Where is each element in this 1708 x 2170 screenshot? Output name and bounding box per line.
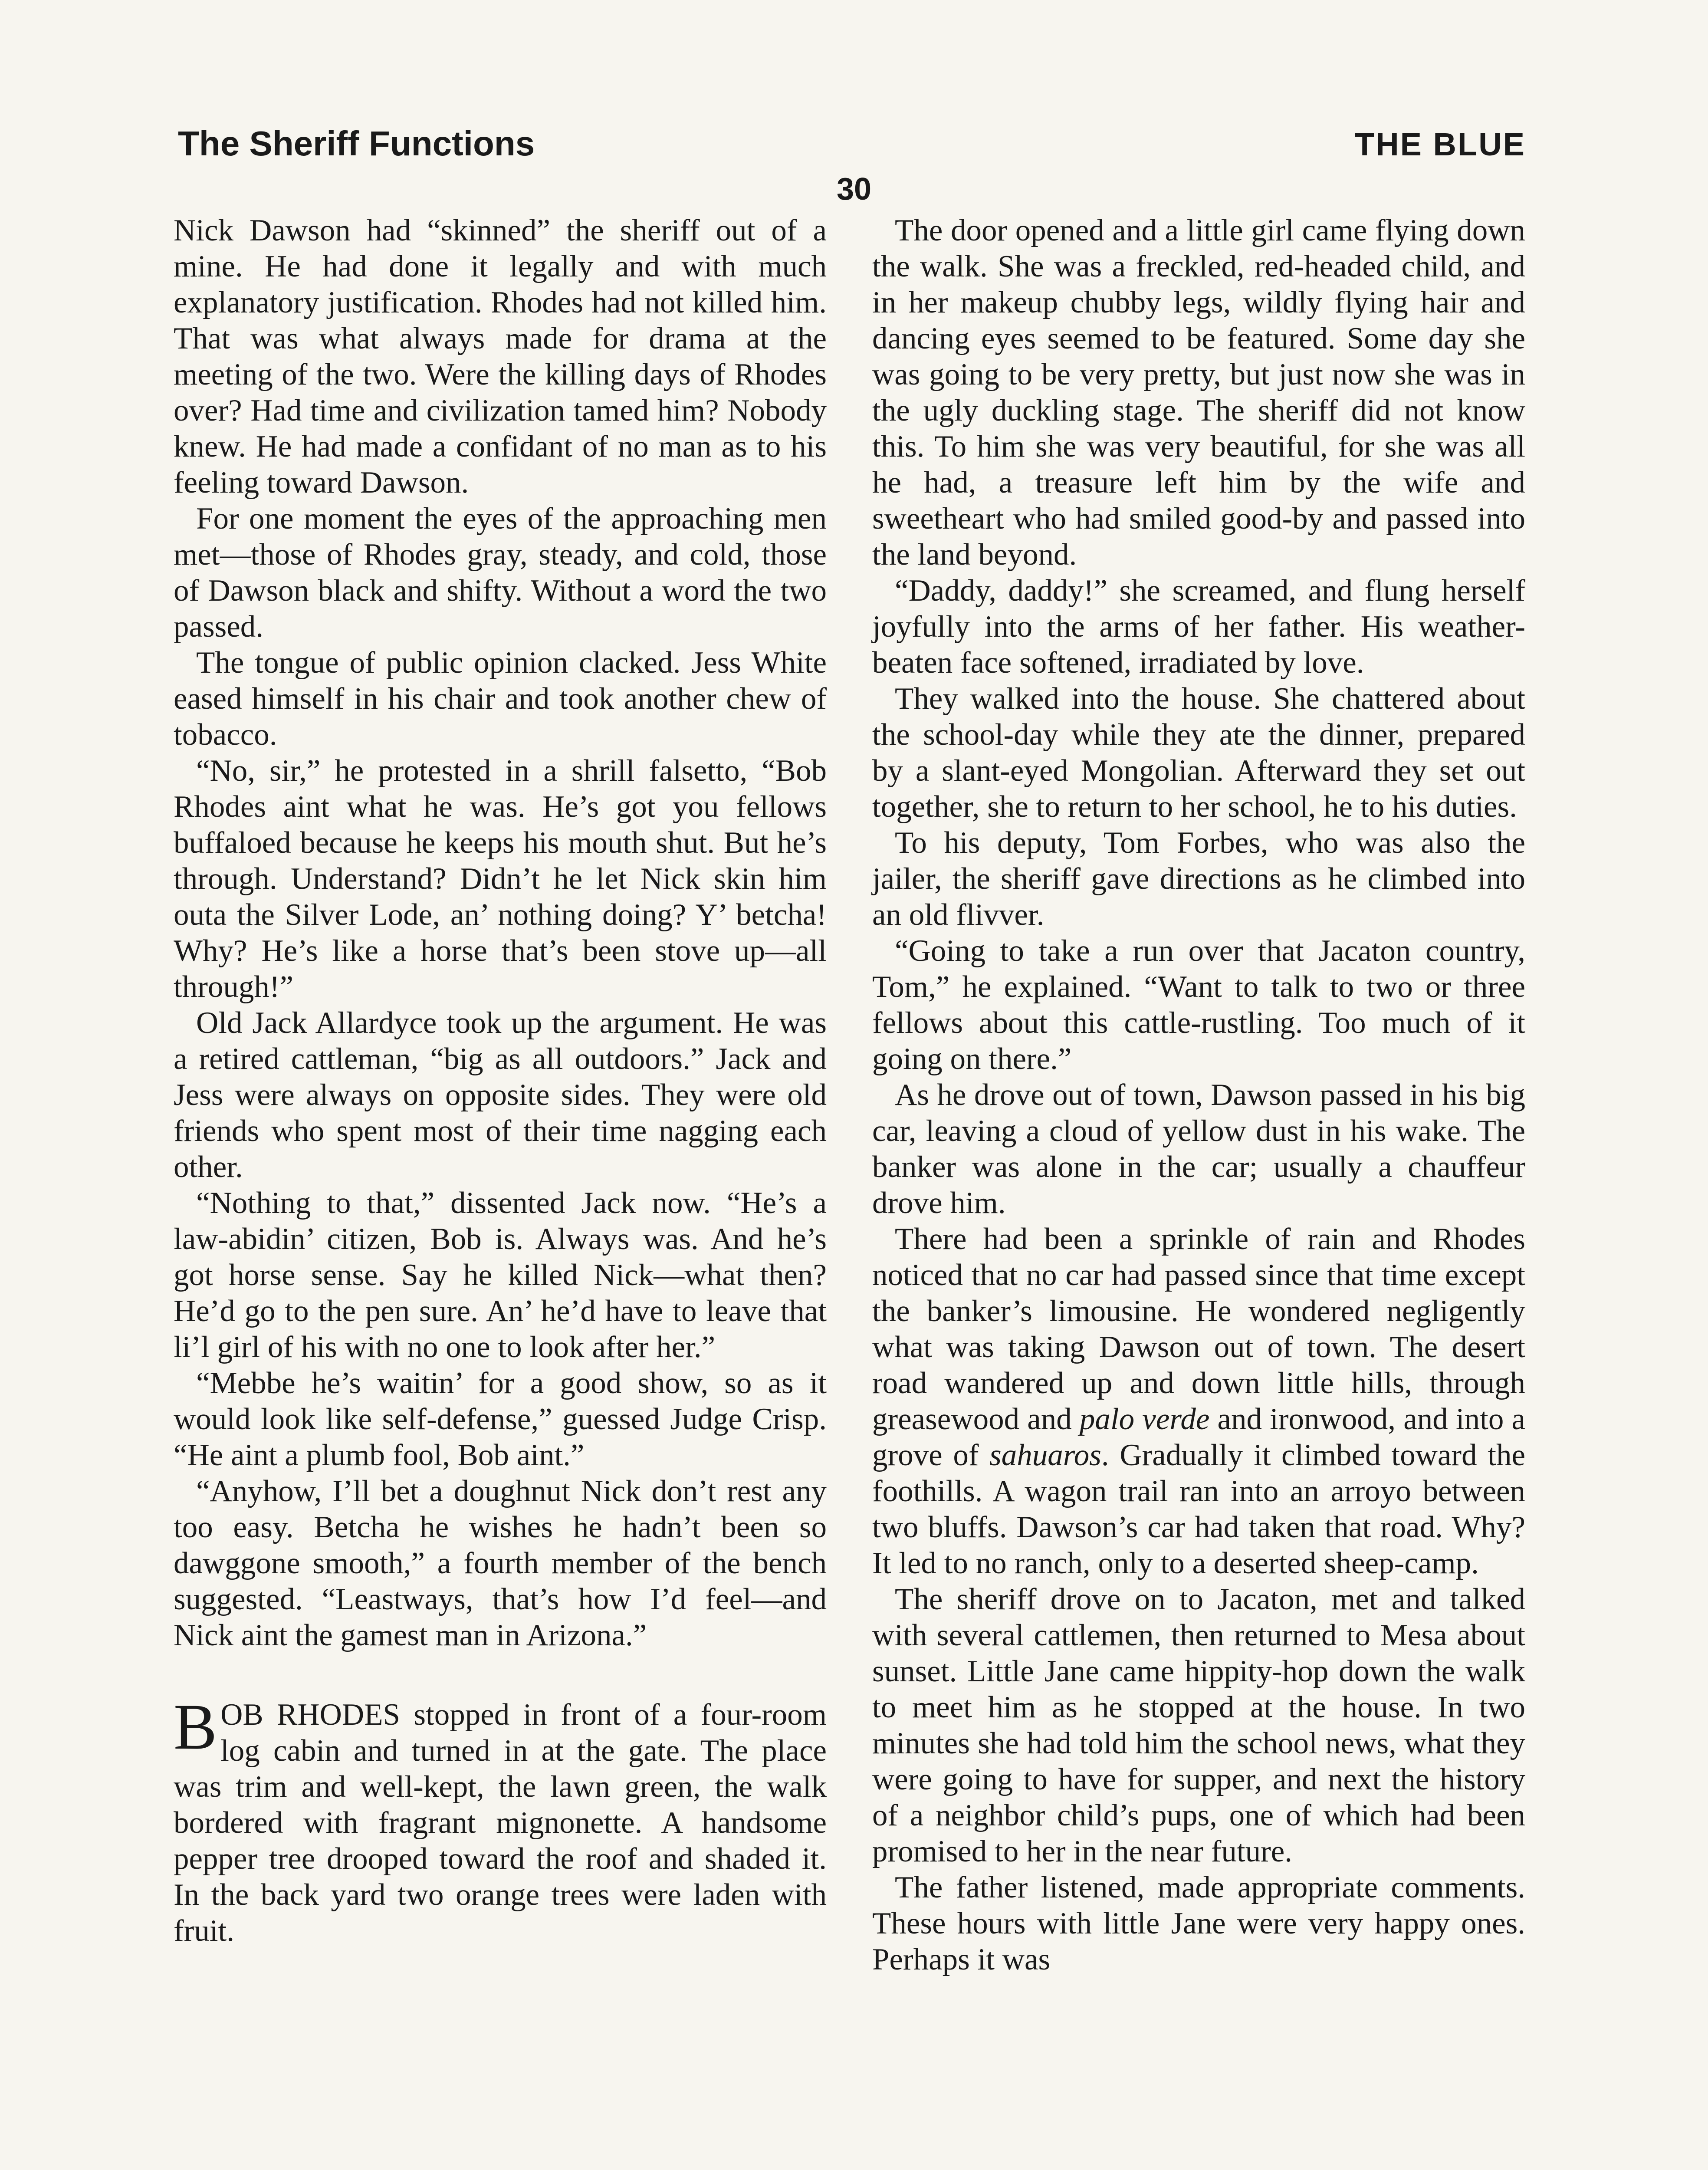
section-text: stopped in front of a four-room log cabin and turned in at the gate. The place was trim and well-kept, the lawn green, the walk bordered with fragrant mignonette. A handsome pepper tree drooped toward the roof and shaded it. In the back yard two orange trees were laden with fruit. — [174, 1698, 827, 1948]
story-title: The Sheriff Functions — [178, 124, 535, 163]
paragraph: “Going to take a run over that Jacaton country, Tom,” he explained. “Want to talk to two or three fellows about this cattle-rustling. Too much of it going on there.” — [872, 934, 1525, 1076]
left-column — [174, 213, 827, 1949]
italic-term: palo verde — [1079, 1402, 1210, 1436]
section-lead: OB RHODES — [220, 1698, 401, 1732]
paragraph: “No, sir,” he protested in a shrill falsetto, “Bob Rhodes aint what he was. He’s got you fellows buffaloed because he keeps his mouth shut. But he’s through. Understand? Didn’t he let Nick skin him outa the Silver Lode, an’ nothing doing? Y’ betcha! Why? He’s like a horse that’s been stove up—all through!” — [174, 754, 827, 1004]
paragraph: “Daddy, daddy!” she screamed, and flung herself joyfully into the arms of her father. His weather-beaten face softened, irradiated by love. — [872, 574, 1525, 680]
magazine-title: THE BLUE — [1355, 126, 1526, 162]
paragraph: “Nothing to that,” dissented Jack now. “He’s a law-abidin’ citizen, Bob is. Always was. And he’s got horse sense. Say he killed Nick—what then? He’d go to the pen sure. An’ he’d have to leave that li’l girl of his with no one to look after her.” — [174, 1186, 827, 1364]
drop-cap: B — [174, 1691, 217, 1763]
paragraph: Nick Dawson had “skinned” the sheriff out of a mine. He had done it legally and with much explanatory justification. Rhodes had not killed him. That was what always made for drama at the meeting of the two. Were the killing days of Rhodes over? Had time and civilization tamed him? Nobody knew. He had made a confidant of no man as to his feeling toward Dawson. — [174, 214, 827, 500]
paragraph: For one moment the eyes of the approaching men met—those of Rhodes gray, steady, and cold, those of Dawson black and shifty. Without a word the two passed. — [174, 502, 827, 644]
paragraph: As he drove out of town, Dawson passed in his big car, leaving a cloud of yellow dust in his wake. The banker was alone in the car; usually a chauffeur drove him. — [872, 1078, 1525, 1220]
paragraph: Old Jack Allardyce took up the argument. He was a retired cattleman, “big as all outdoors.” Jack and Jess were always on opposite sides. They were old friends who spent most of their time nagging each other. — [174, 1006, 827, 1184]
paragraph: They walked into the house. She chattered about the school-day while they ate the dinner, prepared by a slant-eyed Mongolian. Afterward they set out together, she to return to her school, he to his duties. — [872, 682, 1525, 824]
paragraph: The sheriff drove on to Jacaton, met and talked with several cattlemen, then returned to Mesa about sunset. Little Jane came hippity-hop down the walk to meet him as he stopped at the house. In two minutes she had told him the school news, what they were going to have for supper, and next the history of a neighbor child’s pups, one of which had been promised to her in the near future. — [872, 1582, 1525, 1868]
paragraph: To his deputy, Tom Forbes, who was also the jailer, the sheriff gave directions as he climbed into an old flivver. — [872, 826, 1525, 932]
right-column — [872, 213, 1525, 1978]
page-number: 30 — [836, 172, 872, 207]
paragraph — [872, 1221, 1525, 1581]
paragraph: The door opened and a little girl came flying down the walk. She was a freckled, red-headed child, and in her makeup chubby legs, wildly flying hair and dancing eyes seemed to be featured. Some day she was going to be very pretty, but just now she was in the ugly duckling stage. The sheriff did not know this. To him she was very beautiful, for she was all he had, a treasure left him by the wife and sweetheart who had smiled good-by and passed into the land beyond. — [872, 214, 1525, 572]
text-run: There had been a sprinkle of rain and Rhodes noticed that no car had passed since that time except the banker’s limousine. He wondered negligently what was taking Dawson out of town. The desert road wandered up and down little hills, through greasewood and — [872, 1222, 1525, 1436]
paragraph: The tongue of public opinion clacked. Jess White eased himself in his chair and took another chew of tobacco. — [174, 646, 827, 752]
italic-term: sahuaros — [989, 1438, 1101, 1472]
paragraph: “Mebbe he’s waitin’ for a good show, so as it would look like self-defense,” guessed Judge Crisp. “He aint a plumb fool, Bob aint.” — [174, 1366, 827, 1472]
paragraph: “Anyhow, I’ll bet a doughnut Nick don’t rest any too easy. Betcha he wishes he hadn’t been so dawggone smooth,” a fourth member of the bench suggested. “Leastways, that’s how I’d feel—and Nick aint the gamest man in Arizona.” — [174, 1474, 827, 1652]
section-paragraph — [174, 1691, 827, 1949]
text-run: and ironwood, and into a grove of — [872, 1402, 1526, 1472]
text-run: . Gradually it climbed toward the foothills. A wagon trail ran into an arroyo between two bluffs. Dawson’s car had taken that road. Why? It led to no ranch, only to a deserted sheep-camp. — [872, 1438, 1525, 1580]
paragraph: The father listened, made appropriate comments. These hours with little Jane were very happy ones. Perhaps it was — [872, 1871, 1525, 1976]
